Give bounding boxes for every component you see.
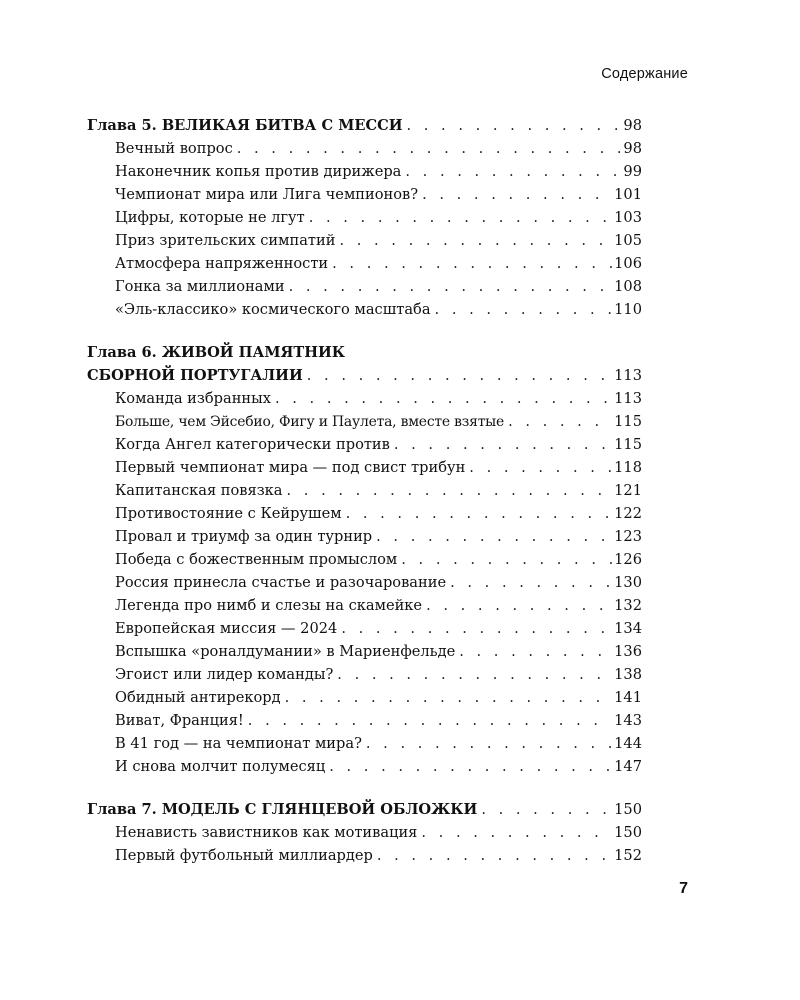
section-page-number: 101 (614, 186, 642, 203)
chapter-title: СБОРНОЙ ПОРТУГАЛИИ (87, 367, 303, 384)
dot-leader (233, 137, 622, 160)
dot-leader (244, 709, 612, 732)
toc-entry[interactable] (87, 160, 642, 183)
chapter-title: Глава 7. МОДЕЛЬ С ГЛЯНЦЕВОЙ ОБЛОЖКИ (87, 801, 478, 818)
dot-leader (504, 410, 612, 433)
toc-entry[interactable] (87, 252, 642, 275)
section-page-number: 134 (614, 620, 642, 637)
section-page-number: 110 (614, 301, 642, 318)
dot-leader (303, 364, 612, 387)
section-title: Эгоист или лидер команды? (115, 666, 334, 683)
toc-entry[interactable] (87, 479, 642, 502)
toc-entry[interactable] (87, 387, 642, 410)
section-title: Вечный вопрос (115, 140, 233, 157)
section-page-number: 99 (623, 163, 642, 180)
chapter-spacer (87, 321, 642, 341)
section-title: Первый футбольный миллиардер (115, 847, 373, 864)
toc-entry[interactable] (87, 206, 642, 229)
toc-entry[interactable] (87, 275, 642, 298)
dot-leader (390, 433, 612, 456)
section-title: Цифры, которые не лгут (115, 209, 305, 226)
toc-entry[interactable] (87, 183, 642, 206)
section-page-number: 132 (614, 597, 642, 614)
section-title: Гонка за миллионами (115, 278, 285, 295)
toc-entry[interactable] (87, 229, 642, 252)
dot-leader (418, 183, 612, 206)
dot-leader (373, 844, 612, 867)
section-title: В 41 год — на чемпионат мира? (115, 735, 362, 752)
page-number: 7 (679, 880, 688, 897)
section-page-number: 130 (614, 574, 642, 591)
dot-leader (335, 229, 612, 252)
chapter-spacer (87, 778, 642, 798)
section-title: Ненависть завистников как мотивация (115, 824, 418, 841)
dot-leader (455, 640, 612, 663)
dot-leader (417, 821, 612, 844)
dot-leader (362, 732, 612, 755)
toc-entry[interactable] (87, 663, 642, 686)
toc-entry[interactable] (87, 640, 642, 663)
section-title: Больше, чем Эйсебио, Фигу и Паулета, вместе взятые (115, 414, 505, 430)
toc-entry[interactable] (87, 502, 642, 525)
section-title: Победа с божественным промыслом (115, 551, 398, 568)
dot-leader (328, 252, 612, 275)
toc-entry[interactable] (87, 410, 642, 433)
dot-leader (283, 479, 613, 502)
chapter-6-title-line-1 (87, 341, 642, 364)
toc-entry[interactable] (87, 755, 642, 778)
dot-leader (305, 206, 612, 229)
section-page-number: 150 (614, 824, 642, 841)
section-page-number: 141 (614, 689, 642, 706)
dot-leader (477, 798, 612, 821)
section-page-number: 138 (614, 666, 642, 683)
dot-leader (281, 686, 613, 709)
section-title: Вспышка «роналдумании» в Мариенфельде (115, 643, 456, 660)
section-title: Противостояние с Кейрушем (115, 505, 342, 522)
section-page-number: 147 (614, 758, 642, 775)
toc-entry[interactable] (87, 709, 642, 732)
section-page-number: 122 (614, 505, 642, 522)
section-title: Первый чемпионат мира — под свист трибун (115, 459, 466, 476)
chapter-page-number: 150 (614, 801, 642, 818)
section-title: Обидный антирекорд (115, 689, 281, 706)
section-title: Атмосфера напряженности (115, 255, 329, 272)
section-title: Когда Ангел категорически против (115, 436, 390, 453)
dot-leader (285, 275, 613, 298)
section-title: Провал и триумф за один турнир (115, 528, 373, 545)
section-page-number: 106 (614, 255, 642, 272)
section-title: И снова молчит полумесяц (115, 758, 326, 775)
section-title: Приз зрительских симпатий (115, 232, 336, 249)
dot-leader (446, 571, 612, 594)
toc-entry[interactable] (87, 137, 642, 160)
section-page-number: 115 (614, 413, 642, 430)
toc-entry[interactable] (87, 548, 642, 571)
section-page-number: 152 (614, 847, 642, 864)
dot-leader (422, 594, 612, 617)
section-title: «Эль-классико» космического масштаба (115, 301, 431, 318)
chapter-5-entry[interactable] (87, 114, 642, 137)
section-page-number: 108 (614, 278, 642, 295)
dot-leader (431, 298, 613, 321)
dot-leader (465, 456, 612, 479)
section-page-number: 113 (614, 390, 642, 407)
toc-entry[interactable] (87, 732, 642, 755)
section-page-number: 98 (623, 140, 642, 157)
toc-entry[interactable] (87, 298, 642, 321)
section-title: Легенда про нимб и слезы на скамейке (115, 597, 423, 614)
table-of-contents (87, 114, 642, 867)
section-page-number: 103 (614, 209, 642, 226)
chapter-title: Глава 6. ЖИВОЙ ПАМЯТНИК (87, 344, 346, 361)
section-page-number: 123 (614, 528, 642, 545)
dot-leader (372, 525, 612, 548)
toc-entry[interactable] (87, 525, 642, 548)
section-title: Чемпионат мира или Лига чемпионов? (115, 186, 419, 203)
dot-leader (397, 548, 612, 571)
chapter-6-entry[interactable] (87, 364, 642, 387)
section-page-number: 126 (614, 551, 642, 568)
toc-entry[interactable] (87, 617, 642, 640)
toc-entry[interactable] (87, 844, 642, 867)
chapter-title: Глава 5. ВЕЛИКАЯ БИТВА С МЕССИ (87, 117, 403, 134)
section-title: Капитанская повязка (115, 482, 283, 499)
section-page-number: 115 (614, 436, 642, 453)
toc-entry[interactable] (87, 433, 642, 456)
section-page-number: 121 (614, 482, 642, 499)
toc-entry[interactable] (87, 594, 642, 617)
toc-entry[interactable] (87, 821, 642, 844)
dot-leader (337, 617, 612, 640)
dot-leader (325, 755, 612, 778)
chapter-page-number: 113 (614, 367, 642, 384)
dot-leader (271, 387, 612, 410)
section-title: Россия принесла счастье и разочарование (115, 574, 447, 591)
section-title: Наконечник копья против дирижера (115, 163, 402, 180)
chapter-7-entry[interactable] (87, 798, 642, 821)
dot-leader (342, 502, 613, 525)
section-page-number: 136 (614, 643, 642, 660)
chapter-page-number: 98 (623, 117, 642, 134)
toc-entry[interactable] (87, 686, 642, 709)
toc-entry[interactable] (87, 456, 642, 479)
dot-leader (401, 160, 621, 183)
section-title: Виват, Франция! (115, 712, 244, 729)
section-page-number: 143 (614, 712, 642, 729)
section-page-number: 105 (614, 232, 642, 249)
dot-leader (333, 663, 612, 686)
section-title: Команда избранных (115, 390, 271, 407)
dot-leader (403, 114, 622, 137)
section-page-number: 144 (614, 735, 642, 752)
section-page-number: 118 (614, 459, 642, 476)
toc-entry[interactable] (87, 571, 642, 594)
running-head: Содержание (601, 66, 688, 82)
section-title: Европейская миссия — 2024 (115, 620, 338, 637)
